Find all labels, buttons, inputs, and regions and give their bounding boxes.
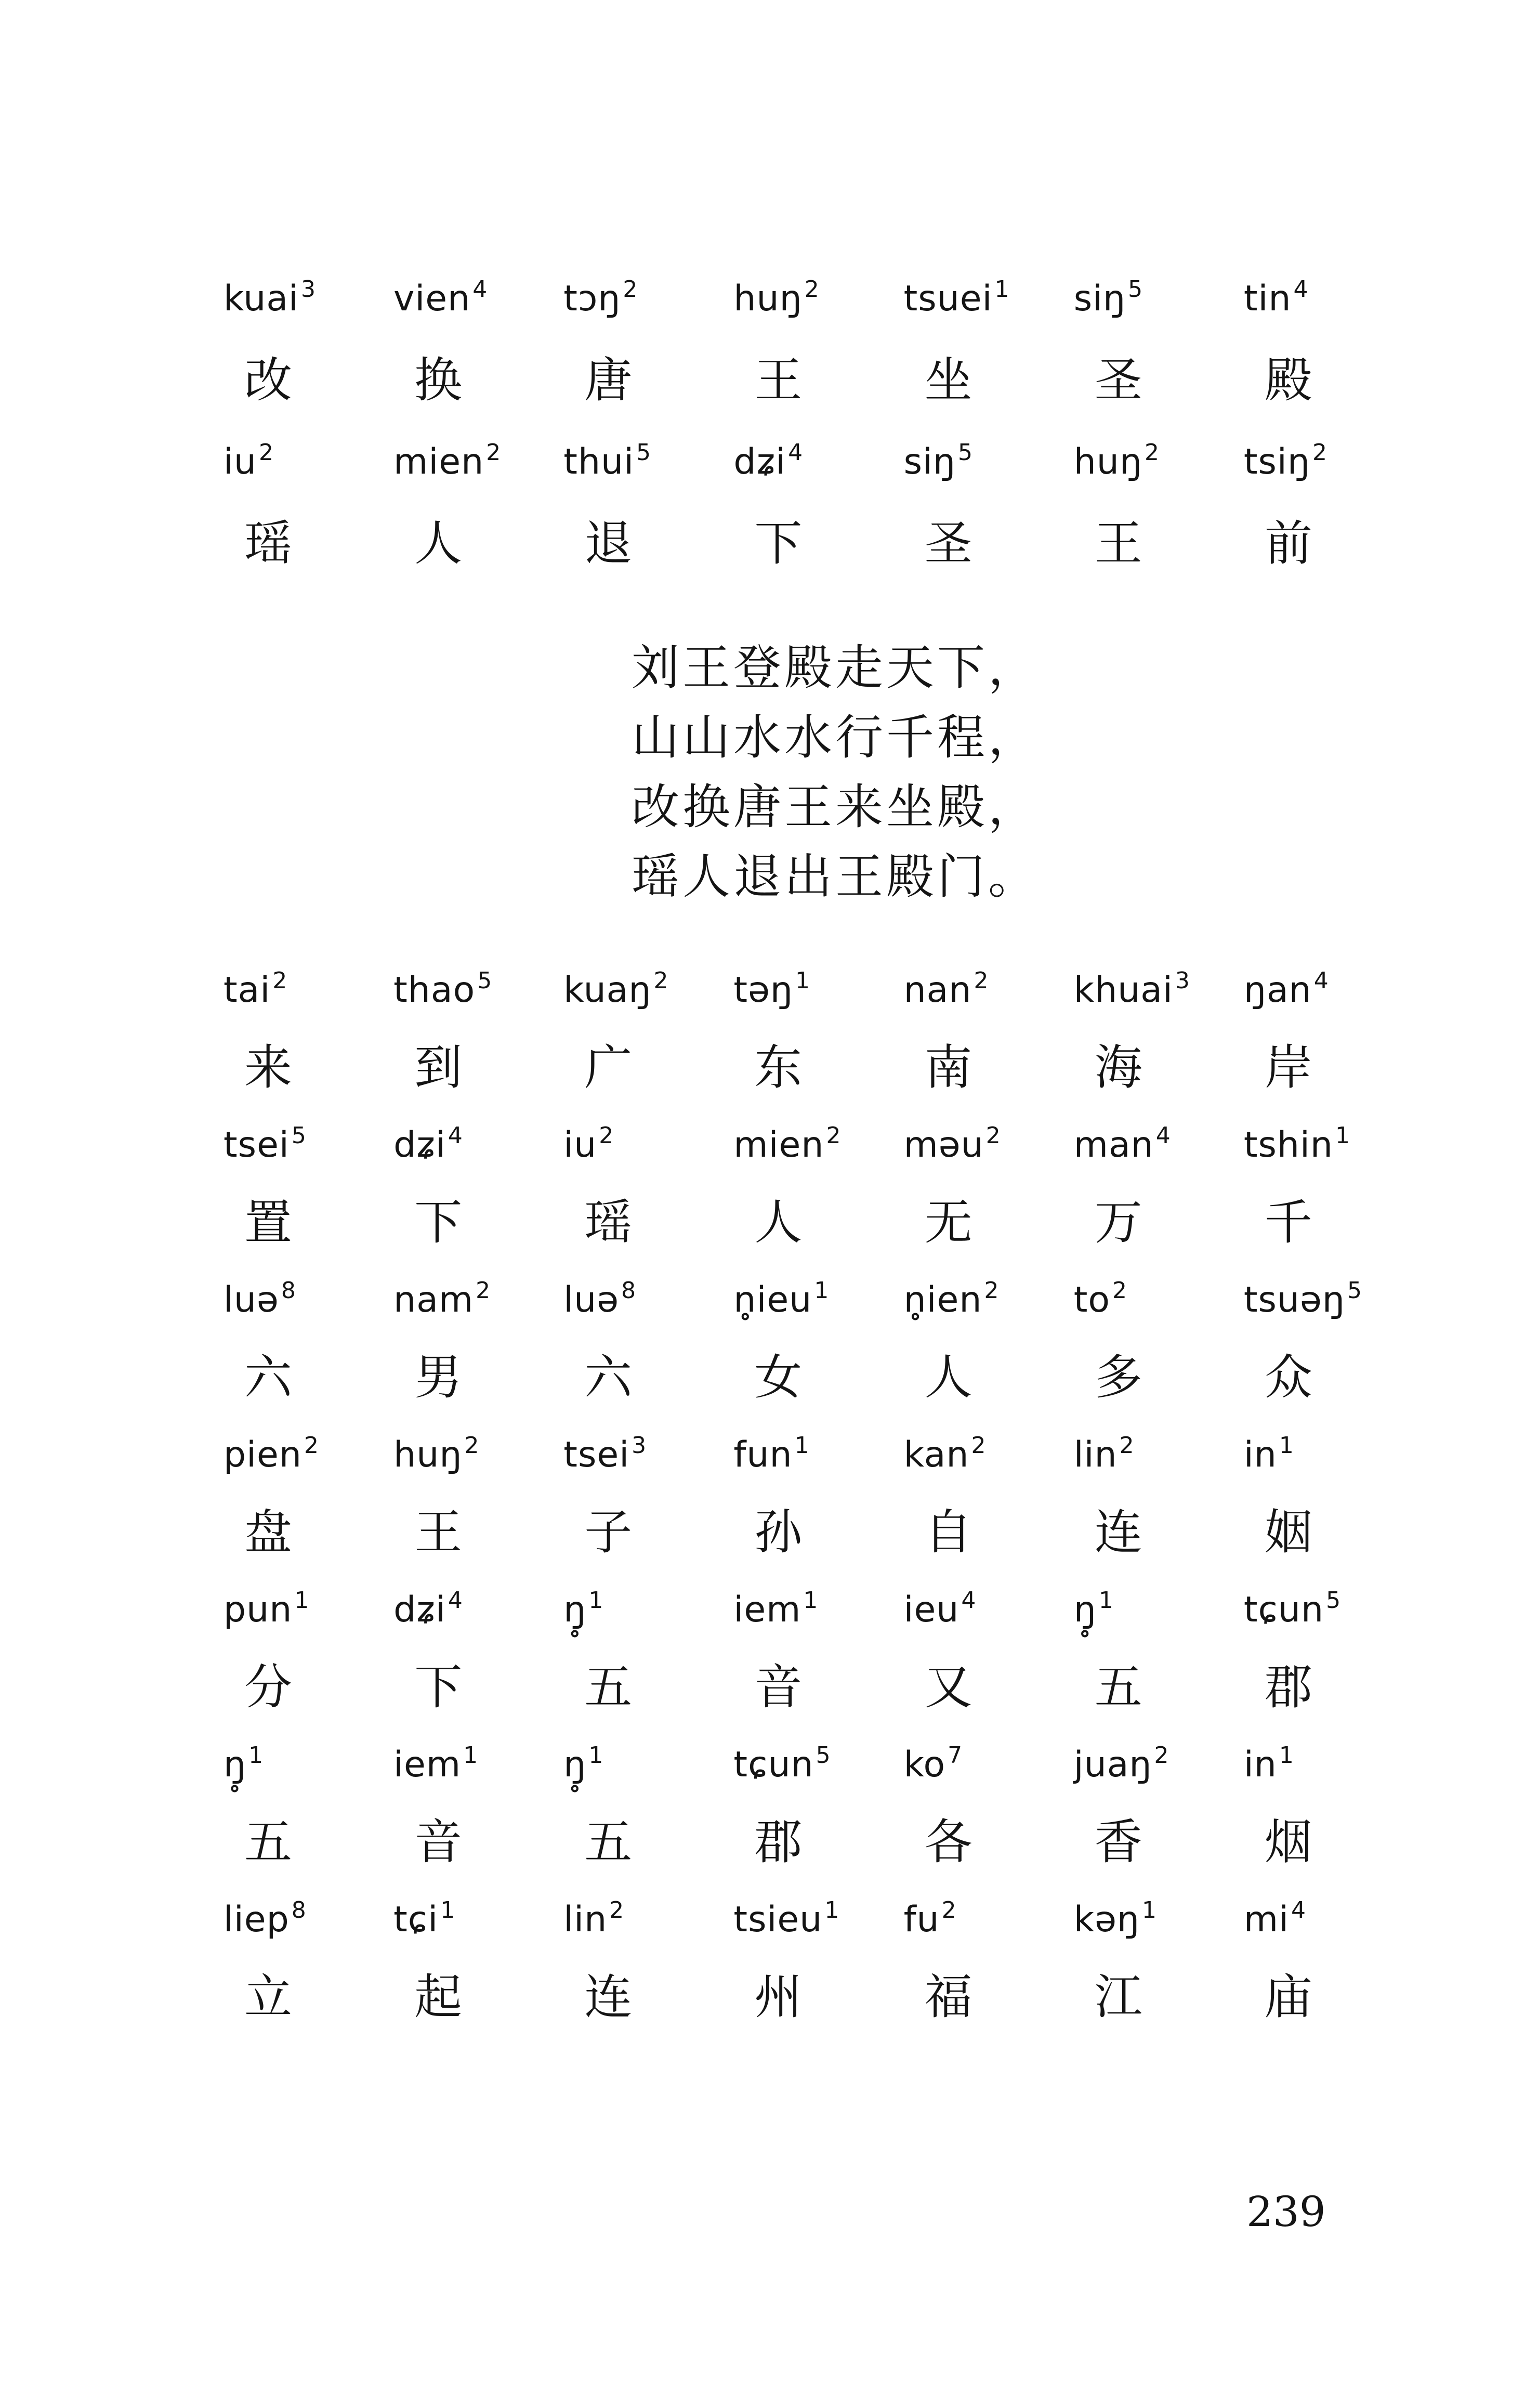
- romanized-syllable: [393, 1117, 563, 1174]
- romanized-syllable: [733, 270, 903, 328]
- syllable-text: kəŋ: [1073, 1899, 1140, 1940]
- chinese-character: 唐: [584, 352, 633, 408]
- tone-number: 1: [824, 1897, 840, 1923]
- syllable-text: kuaŋ: [563, 970, 652, 1011]
- syllable-text: pien: [224, 1434, 302, 1475]
- tone-number: 5: [636, 439, 652, 466]
- syllable-text: vien: [393, 278, 471, 319]
- pronunciation-row: [224, 1272, 1414, 1329]
- chinese-character: 郡: [1264, 1659, 1312, 1715]
- tone-number: 5: [816, 1742, 831, 1769]
- tone-number: 2: [272, 967, 288, 994]
- chinese-character: 六: [244, 1350, 293, 1405]
- romanized-syllable: [1074, 434, 1244, 491]
- tone-number: 2: [486, 439, 502, 466]
- chinese-character: 海: [1094, 1040, 1142, 1095]
- chinese-character: 下: [754, 516, 803, 571]
- syllable-text: luə: [563, 1279, 620, 1320]
- chinese-character: 前: [1264, 516, 1312, 571]
- syllable-text: tɔŋ: [563, 278, 621, 319]
- syllable-text: thao: [393, 970, 476, 1011]
- chinese-character: 瑶: [584, 1195, 633, 1250]
- tone-number: 4: [1155, 1122, 1171, 1149]
- syllable-text: ŋ̥: [224, 1744, 247, 1785]
- syllable-text: siŋ: [1073, 278, 1126, 319]
- syllable-text: ŋ̥: [1073, 1589, 1097, 1630]
- romanized-syllable: [224, 1891, 393, 1948]
- tone-number: 1: [814, 1277, 830, 1304]
- syllable-text: n̥ieu: [733, 1279, 812, 1320]
- tone-number: 2: [1312, 439, 1327, 466]
- syllable-text: tsiŋ: [1243, 441, 1310, 482]
- tone-number: 1: [1279, 1742, 1294, 1769]
- chinese-character: 置: [244, 1195, 293, 1250]
- chinese-character: 姻: [1264, 1504, 1312, 1560]
- tone-number: 7: [948, 1742, 963, 1769]
- tone-number: 1: [1279, 1432, 1294, 1459]
- syllable-text: ŋ̥: [563, 1589, 587, 1630]
- romanized-syllable: [1244, 1581, 1414, 1639]
- romanized-syllable: [904, 1272, 1074, 1329]
- syllable-text: iu: [563, 1124, 597, 1166]
- romanized-syllable: [224, 1427, 393, 1484]
- translation-poem: [632, 633, 1039, 912]
- syllable-text: to: [1073, 1279, 1110, 1320]
- tone-number: 4: [472, 276, 488, 303]
- chinese-character: 郡: [754, 1814, 803, 1870]
- tone-number: 1: [994, 276, 1010, 303]
- syllable-text: mien: [733, 1124, 824, 1166]
- interlinear-block-bottom: [224, 962, 1414, 2046]
- chinese-character: 又: [924, 1659, 972, 1715]
- romanized-syllable: [733, 1427, 903, 1484]
- romanized-syllable: [733, 434, 903, 491]
- syllable-text: tsuəŋ: [1243, 1279, 1345, 1320]
- romanized-syllable: [563, 1427, 733, 1484]
- poem-line: 刘王登殿走天下，: [632, 640, 1040, 696]
- syllable-text: lin: [563, 1899, 608, 1940]
- tone-number: 3: [1175, 967, 1190, 994]
- tone-number: 1: [588, 1742, 604, 1769]
- chinese-character: 孙: [754, 1504, 803, 1560]
- tone-number: 1: [794, 1432, 810, 1459]
- syllable-text: luə: [224, 1279, 279, 1320]
- character-row: [224, 1333, 1414, 1422]
- syllable-text: tsieu: [733, 1899, 823, 1940]
- romanized-syllable: [563, 434, 733, 491]
- tone-number: 5: [957, 439, 973, 466]
- character-row: [224, 1178, 1414, 1267]
- character-row: [224, 1643, 1414, 1732]
- romanized-syllable: [733, 1581, 903, 1639]
- romanized-syllable: [1244, 1891, 1414, 1948]
- tone-number: 1: [248, 1742, 264, 1769]
- chinese-character: 男: [414, 1350, 463, 1405]
- tone-number: 2: [971, 1432, 987, 1459]
- romanized-syllable: [1244, 1427, 1414, 1484]
- romanized-syllable: [563, 1736, 733, 1794]
- chinese-character: 下: [414, 1195, 463, 1250]
- chinese-character: 自: [924, 1504, 972, 1560]
- syllable-text: dʑi: [393, 1589, 446, 1630]
- syllable-text: in: [1243, 1434, 1277, 1475]
- tone-number: 4: [788, 439, 804, 466]
- chinese-character: 庙: [1264, 1969, 1312, 2025]
- romanized-syllable: [1244, 434, 1414, 491]
- chinese-character: 人: [414, 516, 463, 571]
- tone-number: 5: [1128, 276, 1143, 303]
- syllable-text: fun: [733, 1434, 793, 1475]
- chinese-character: 五: [1094, 1659, 1142, 1715]
- pronunciation-row: [224, 434, 1414, 491]
- tone-number: 1: [795, 967, 811, 994]
- character-row: [224, 1953, 1414, 2042]
- chinese-character: 子: [584, 1504, 633, 1560]
- romanized-syllable: [224, 1272, 393, 1329]
- syllable-text: tsuei: [903, 278, 993, 319]
- character-row: [224, 502, 1414, 585]
- syllable-text: kuai: [224, 278, 299, 319]
- chinese-character: 万: [1094, 1195, 1142, 1250]
- syllable-text: tshin: [1243, 1124, 1334, 1166]
- syllable-text: iem: [733, 1589, 801, 1630]
- syllable-text: huŋ: [393, 1434, 463, 1475]
- syllable-text: dʑi: [393, 1124, 446, 1166]
- chinese-character: 圣: [924, 516, 972, 571]
- romanized-syllable: [563, 1891, 733, 1948]
- tone-number: 1: [588, 1587, 604, 1614]
- tone-number: 2: [599, 1122, 614, 1149]
- tone-number: 8: [621, 1277, 637, 1304]
- romanized-syllable: [393, 434, 563, 491]
- syllable-text: dʑi: [733, 441, 786, 482]
- syllable-text: ŋ̥: [563, 1744, 587, 1785]
- chinese-character: 下: [414, 1659, 463, 1715]
- tone-number: 2: [476, 1277, 491, 1304]
- romanized-syllable: [1244, 270, 1414, 328]
- romanized-syllable: [224, 1581, 393, 1639]
- romanized-syllable: [563, 270, 733, 328]
- syllable-text: iu: [224, 441, 257, 482]
- chinese-character: 女: [754, 1350, 803, 1405]
- syllable-text: tin: [1243, 278, 1292, 319]
- tone-number: 2: [1112, 1277, 1127, 1304]
- chinese-character: 千: [1264, 1195, 1312, 1250]
- syllable-text: siŋ: [903, 441, 956, 482]
- tone-number: 2: [1154, 1742, 1169, 1769]
- character-row: [224, 1488, 1414, 1577]
- romanized-syllable: [904, 1736, 1074, 1794]
- tone-number: 4: [448, 1587, 463, 1614]
- romanized-syllable: [1244, 1736, 1414, 1794]
- character-row: [224, 1798, 1414, 1887]
- tone-number: 1: [1098, 1587, 1114, 1614]
- romanized-syllable: [393, 1891, 563, 1948]
- syllable-text: tɕun: [1243, 1589, 1324, 1630]
- romanized-syllable: [733, 1891, 903, 1948]
- tone-number: 3: [632, 1432, 647, 1459]
- tone-number: 2: [464, 1432, 480, 1459]
- tone-number: 2: [974, 967, 989, 994]
- chinese-character: 音: [414, 1814, 463, 1870]
- tone-number: 4: [1293, 276, 1309, 303]
- romanized-syllable: [904, 1117, 1074, 1174]
- romanized-syllable: [393, 1272, 563, 1329]
- romanized-syllable: [733, 962, 903, 1019]
- romanized-syllable: [904, 270, 1074, 328]
- romanized-syllable: [563, 1117, 733, 1174]
- romanized-syllable: [733, 1117, 903, 1174]
- chinese-character: 王: [414, 1504, 463, 1560]
- syllable-text: məu: [903, 1124, 984, 1166]
- chinese-character: 五: [244, 1814, 293, 1870]
- chinese-character: 起: [414, 1969, 463, 2025]
- syllable-text: lin: [1073, 1434, 1118, 1475]
- pronunciation-row: [224, 270, 1414, 328]
- romanized-syllable: [1074, 1272, 1244, 1329]
- pronunciation-row: [224, 962, 1414, 1019]
- syllable-text: huŋ: [1073, 441, 1142, 482]
- chinese-character: 福: [924, 1969, 972, 2025]
- syllable-text: khuai: [1073, 970, 1173, 1011]
- chinese-character: 岸: [1264, 1040, 1312, 1095]
- chinese-character: 退: [584, 516, 633, 571]
- chinese-character: 多: [1094, 1350, 1142, 1405]
- pronunciation-row: [224, 1736, 1414, 1794]
- chinese-character: 各: [924, 1814, 972, 1870]
- romanized-syllable: [563, 962, 733, 1019]
- romanized-syllable: [904, 1581, 1074, 1639]
- syllable-text: man: [1073, 1124, 1154, 1166]
- romanized-syllable: [393, 270, 563, 328]
- pronunciation-row: [224, 1427, 1414, 1484]
- syllable-text: ko: [903, 1744, 946, 1785]
- syllable-text: ŋan: [1243, 970, 1312, 1011]
- page-number: 239: [1246, 2188, 1326, 2236]
- chinese-character: 无: [924, 1195, 972, 1250]
- chinese-character: 江: [1094, 1969, 1142, 2025]
- poem-line: 山山水水行千程，: [632, 710, 1040, 765]
- tone-number: 2: [1145, 439, 1160, 466]
- pronunciation-row: [224, 1891, 1414, 1948]
- chinese-character: 殿: [1264, 352, 1312, 408]
- tone-number: 3: [300, 276, 316, 303]
- romanized-syllable: [1244, 1272, 1414, 1329]
- syllable-text: fu: [903, 1899, 940, 1940]
- chinese-character: 王: [1094, 516, 1142, 571]
- romanized-syllable: [904, 962, 1074, 1019]
- tone-number: 8: [281, 1277, 296, 1304]
- romanized-syllable: [393, 1427, 563, 1484]
- pronunciation-row: [224, 1117, 1414, 1174]
- chinese-character: 来: [244, 1040, 293, 1095]
- romanized-syllable: [224, 962, 393, 1019]
- syllable-text: mi: [1243, 1899, 1289, 1940]
- chinese-character: 改: [244, 352, 293, 408]
- chinese-character: 五: [584, 1814, 633, 1870]
- syllable-text: liep: [224, 1899, 290, 1940]
- tone-number: 1: [463, 1742, 479, 1769]
- romanized-syllable: [904, 434, 1074, 491]
- syllable-text: tɕi: [393, 1899, 439, 1940]
- chinese-character: 连: [584, 1969, 633, 2025]
- syllable-text: ieu: [903, 1589, 959, 1630]
- syllable-text: tai: [224, 970, 271, 1011]
- chinese-character: 王: [754, 352, 803, 408]
- chinese-character: 州: [754, 1969, 803, 2025]
- romanized-syllable: [733, 1272, 903, 1329]
- chinese-character: 盘: [244, 1504, 293, 1560]
- chinese-character: 六: [584, 1350, 633, 1405]
- chinese-character: 五: [584, 1659, 633, 1715]
- character-row: [224, 1023, 1414, 1113]
- syllable-text: mien: [393, 441, 484, 482]
- character-row: [224, 339, 1414, 422]
- romanized-syllable: [1074, 1891, 1244, 1948]
- tone-number: 1: [440, 1897, 456, 1923]
- romanized-syllable: [224, 270, 393, 328]
- syllable-text: tɕun: [733, 1744, 814, 1785]
- romanized-syllable: [733, 1736, 903, 1794]
- tone-number: 2: [653, 967, 669, 994]
- romanized-syllable: [1074, 1427, 1244, 1484]
- romanized-syllable: [393, 962, 563, 1019]
- tone-number: 5: [291, 1122, 307, 1149]
- romanized-syllable: [563, 1272, 733, 1329]
- syllable-text: pun: [224, 1589, 293, 1630]
- tone-number: 2: [984, 1277, 1000, 1304]
- romanized-syllable: [1074, 1736, 1244, 1794]
- romanized-syllable: [393, 1736, 563, 1794]
- tone-number: 5: [477, 967, 493, 994]
- poem-line: 瑶人退出王殿门。: [632, 849, 1040, 905]
- chinese-character: 烟: [1264, 1814, 1312, 1870]
- tone-number: 1: [294, 1587, 310, 1614]
- tone-number: 5: [1347, 1277, 1362, 1304]
- syllable-text: təŋ: [733, 970, 794, 1011]
- romanized-syllable: [1074, 1117, 1244, 1174]
- tone-number: 1: [803, 1587, 819, 1614]
- syllable-text: tsei: [563, 1434, 630, 1475]
- syllable-text: iem: [393, 1744, 462, 1785]
- tone-number: 1: [1142, 1897, 1158, 1923]
- chinese-character: 人: [754, 1195, 803, 1250]
- tone-number: 2: [985, 1122, 1001, 1149]
- pronunciation-row: [224, 1581, 1414, 1639]
- tone-number: 2: [609, 1897, 625, 1923]
- tone-number: 4: [448, 1122, 463, 1149]
- syllable-text: tsei: [224, 1124, 290, 1166]
- chinese-character: 瑶: [244, 516, 293, 571]
- chinese-character: 坐: [924, 352, 972, 408]
- romanized-syllable: [1074, 1581, 1244, 1639]
- chinese-character: 广: [584, 1040, 633, 1095]
- romanized-syllable: [224, 1117, 393, 1174]
- tone-number: 2: [941, 1897, 957, 1923]
- tone-number: 2: [804, 276, 820, 303]
- syllable-text: thui: [563, 441, 635, 482]
- tone-number: 1: [1335, 1122, 1351, 1149]
- tone-number: 2: [1119, 1432, 1135, 1459]
- romanized-syllable: [563, 1581, 733, 1639]
- tone-number: 4: [1313, 967, 1329, 994]
- syllable-text: juaŋ: [1073, 1744, 1152, 1785]
- romanized-syllable: [224, 434, 393, 491]
- tone-number: 4: [1291, 1897, 1306, 1923]
- tone-number: 2: [259, 439, 274, 466]
- chinese-character: 香: [1094, 1814, 1142, 1870]
- chinese-character: 到: [414, 1040, 463, 1095]
- chinese-character: 人: [924, 1350, 972, 1405]
- syllable-text: nan: [903, 970, 972, 1011]
- chinese-character: 立: [244, 1969, 293, 2025]
- chinese-character: 圣: [1094, 352, 1142, 408]
- tone-number: 8: [291, 1897, 307, 1923]
- romanized-syllable: [1244, 962, 1414, 1019]
- romanized-syllable: [904, 1427, 1074, 1484]
- syllable-text: huŋ: [733, 278, 803, 319]
- tone-number: 2: [826, 1122, 842, 1149]
- chinese-character: 连: [1094, 1504, 1142, 1560]
- syllable-text: n̥ien: [903, 1279, 982, 1320]
- syllable-text: kan: [903, 1434, 969, 1475]
- syllable-text: nam: [393, 1279, 474, 1320]
- syllable-text: in: [1243, 1744, 1277, 1785]
- romanized-syllable: [1244, 1117, 1414, 1174]
- chinese-character: 南: [924, 1040, 972, 1095]
- chinese-character: 换: [414, 352, 463, 408]
- poem-line: 改换唐王来坐殿，: [632, 779, 1040, 835]
- chinese-character: 众: [1264, 1350, 1312, 1405]
- tone-number: 4: [961, 1587, 977, 1614]
- romanized-syllable: [1074, 270, 1244, 328]
- tone-number: 2: [304, 1432, 319, 1459]
- chinese-character: 分: [244, 1659, 293, 1715]
- tone-number: 5: [1326, 1587, 1342, 1614]
- romanized-syllable: [1074, 962, 1244, 1019]
- interlinear-block-top: [224, 270, 1414, 597]
- chinese-character: 东: [754, 1040, 803, 1095]
- romanized-syllable: [224, 1736, 393, 1794]
- romanized-syllable: [393, 1581, 563, 1639]
- tone-number: 2: [623, 276, 638, 303]
- chinese-character: 音: [754, 1659, 803, 1715]
- romanized-syllable: [904, 1891, 1074, 1948]
